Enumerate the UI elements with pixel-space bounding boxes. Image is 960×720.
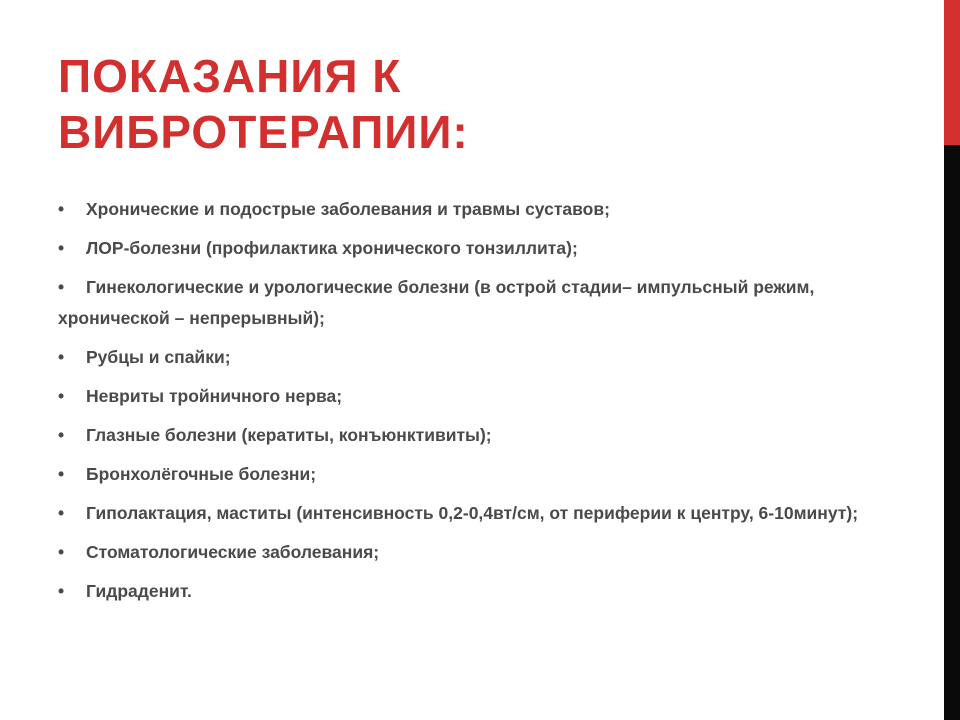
slide-title: [58, 48, 918, 160]
bullet-icon: •: [58, 238, 65, 258]
list-item: [58, 233, 898, 264]
list-item: [58, 342, 898, 373]
list-item-text: Глазные болезни (кератиты, конъюнктивиты);: [86, 425, 492, 445]
list-item-text: Хронические и подострые заболевания и травмы суставов;: [86, 199, 610, 219]
list-item: [58, 272, 898, 334]
bullet-icon: •: [58, 581, 65, 601]
list-item-text: ЛОР-болезни (профилактика хронического тонзиллита);: [86, 238, 578, 258]
list-item-text: Гидраденит.: [86, 581, 192, 601]
list-item: [58, 537, 898, 568]
bullet-icon: •: [58, 464, 65, 484]
list-item-text: Стоматологические заболевания;: [86, 542, 380, 562]
bullet-icon: •: [58, 347, 65, 367]
bullet-icon: •: [58, 277, 65, 297]
bullet-icon: •: [58, 199, 65, 219]
bullet-icon: •: [58, 503, 65, 523]
indications-list: [58, 194, 898, 615]
list-item-text: Бронхолёгочные болезни;: [86, 464, 317, 484]
bullet-icon: •: [58, 386, 65, 406]
list-item-text: Рубцы и спайки;: [86, 347, 231, 367]
list-item: [58, 194, 898, 225]
accent-bar-black: [944, 145, 960, 720]
list-item-text: Невриты тройничного нерва;: [86, 386, 343, 406]
bullet-icon: •: [58, 542, 65, 562]
list-item: [58, 576, 898, 607]
list-item: [58, 498, 898, 529]
slide-title-line-1: ПОКАЗАНИЯ К: [58, 50, 402, 102]
slide-title-line-2: ВИБРОТЕРАПИИ:: [58, 106, 469, 158]
list-item-text: Гинекологические и урологические болезни (в острой стадии– импульсный режим, хронической – непрерывный);: [58, 277, 815, 328]
list-item: [58, 420, 898, 451]
accent-bar-red: [944, 0, 960, 145]
list-item: [58, 381, 898, 412]
bullet-icon: •: [58, 425, 65, 445]
list-item: [58, 459, 898, 490]
list-item-text: Гиполактация, маститы (интенсивность 0,2-0,4вт/см, от периферии к центру, 6-10минут);: [86, 503, 859, 523]
